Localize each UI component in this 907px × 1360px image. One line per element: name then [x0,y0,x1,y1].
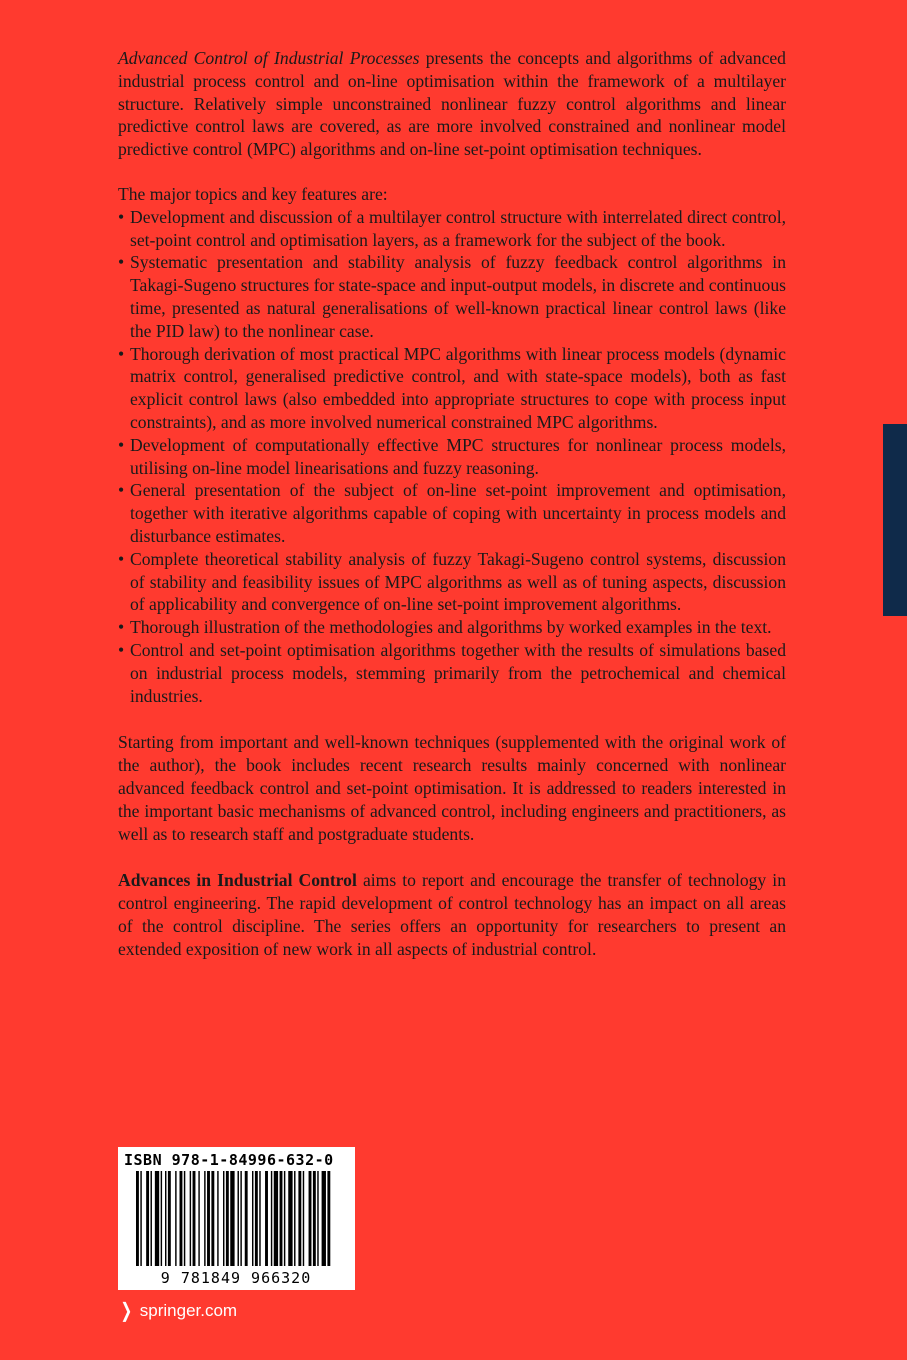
series-text: aims to report and encourage the transfer of technology in control engineering. The rapid development of control technology has an impact on all areas of the control discipline. The series offers an opportunity for researchers to present an extended exposition of new work in all aspects of industrial control. [118,870,786,959]
barcode-bar [180,1171,183,1267]
barcode-bar [223,1171,224,1267]
barcode-bar [298,1171,301,1267]
barcode-bar [207,1171,210,1267]
barcode-bar [303,1171,304,1267]
barcode-bar [238,1171,239,1267]
chevron-right-icon: ❯ [120,1300,133,1322]
barcode-bar [252,1171,253,1267]
barcode-bar [155,1171,159,1267]
isbn-barcode [118,1147,355,1290]
barcode-bar [284,1171,285,1267]
barcode-bar [288,1171,292,1267]
barcode-bar [151,1171,152,1267]
barcode-bar [245,1171,248,1267]
barcode-bar [294,1171,295,1267]
barcode-bar [211,1171,214,1267]
barcode-bar [226,1171,229,1267]
barcode-bar [136,1171,139,1275]
barcode-bar [322,1171,326,1267]
barcode-bar [255,1171,258,1267]
features-list [118,206,786,708]
barcode-bar [313,1171,316,1267]
spine-edge-tab [883,424,907,616]
feature-item: • Complete theoretical stability analysis of fuzzy Takagi-Sugeno control systems, discussion of stability and feasibility issues of MPC algorithms as well as of tuning aspects, discussion of applicability and convergence of on-line set-point improvement algorithms. [118,548,786,616]
series-name: Advances in Industrial Control [118,870,357,891]
feature-item: • Development and discussion of a multilayer control structure with interrelated direct control, set-point control and optimisation layers, as a framework for the subject of the book. [118,206,786,252]
intro-paragraph [118,47,786,161]
barcode-bar [140,1171,141,1275]
summary-paragraph: Starting from important and well-known techniques (supplemented with the original work of the author), the book includes recent research results mainly concerned with nonlinear advanced feedback control and set-point optimisation. It is addressed to readers interested in the important basic mechanisms of advanced control, including engineers and practitioners, as well as to research staff and postgraduate students. [118,732,786,844]
series-paragraph [118,869,786,960]
feature-item: • Systematic presentation and stability analysis of fuzzy feedback control algorithms in Takagi-Sugeno structures for state-space and input-output models, in discrete and continuous time, presented as natural generalisations of well-known practical linear control laws (like the PID law) to the nonlinear case. [118,251,786,342]
barcode-bar [168,1171,171,1267]
barcode-bar [198,1171,199,1267]
feature-item: • Thorough illustration of the methodologies and algorithms by worked examples in the text. [118,616,786,639]
back-cover-text [118,47,786,960]
barcode-bar [317,1171,318,1267]
barcode-bar [309,1171,312,1267]
feature-item: • Control and set-point optimisation algorithms together with the results of simulations based on industrial process models, stemming primarily from the petrochemical and chemical industries. [118,639,786,707]
barcode-bars [136,1171,330,1275]
features-heading: The major topics and key features are: [118,183,388,204]
barcode-bar [193,1171,196,1267]
barcode-bar [271,1171,272,1267]
publisher-url: springer.com [139,1300,238,1320]
barcode-bar [327,1171,330,1275]
barcode-digits: 9 781849 966320 [160,1269,312,1287]
barcode-bar [217,1171,218,1267]
book-title-italic: Advanced Control of Industrial Processes [118,48,420,68]
feature-item: • Thorough derivation of most practical MPC algorithms with linear process models (dynamic matrix control, generalised predictive control, and with state-space models), both as fast explicit control laws (also embedded into appropriate structures to cope with process input constraints), and as more involved numerical constrained MPC algorithms. [118,343,786,434]
barcode-bar [240,1171,241,1267]
barcode-bar [161,1171,162,1267]
barcode-bar [165,1171,166,1267]
barcode-bar [280,1171,283,1267]
barcode-bar [274,1171,278,1267]
springer-logo [118,1298,237,1323]
barcode-bar [204,1171,205,1267]
barcode-bar [259,1171,260,1267]
barcode-bar [175,1171,176,1267]
feature-item: • General presentation of the subject of on-line set-point improvement and optimisation, together with iterative algorithms capable of coping with uncertainty in process models and disturbance estimates. [118,479,786,547]
barcode-bar [230,1171,234,1275]
barcode-bar [265,1171,268,1267]
intro-text: presents the concepts and algorithms of advanced industrial process control and on-line optimisation within the framework of a multilayer structure. Relatively simple unconstrained nonlinear fuzzy control algorithms and linear predictive control laws are covered, as are more involved constrained and nonlinear model predictive control (MPC) algorithms and on-line set-point optimisation techniques. [118,48,786,160]
barcode-graphic [118,1171,355,1290]
isbn-label: ISBN 978-1-84996-632-0 [124,1151,334,1169]
barcode-bar [146,1171,149,1267]
barcode-bar [190,1171,191,1267]
feature-item: • Development of computationally effective MPC structures for nonlinear process models, utilising on-line model linearisations and fuzzy reasoning. [118,434,786,480]
barcode-bar [184,1171,185,1267]
